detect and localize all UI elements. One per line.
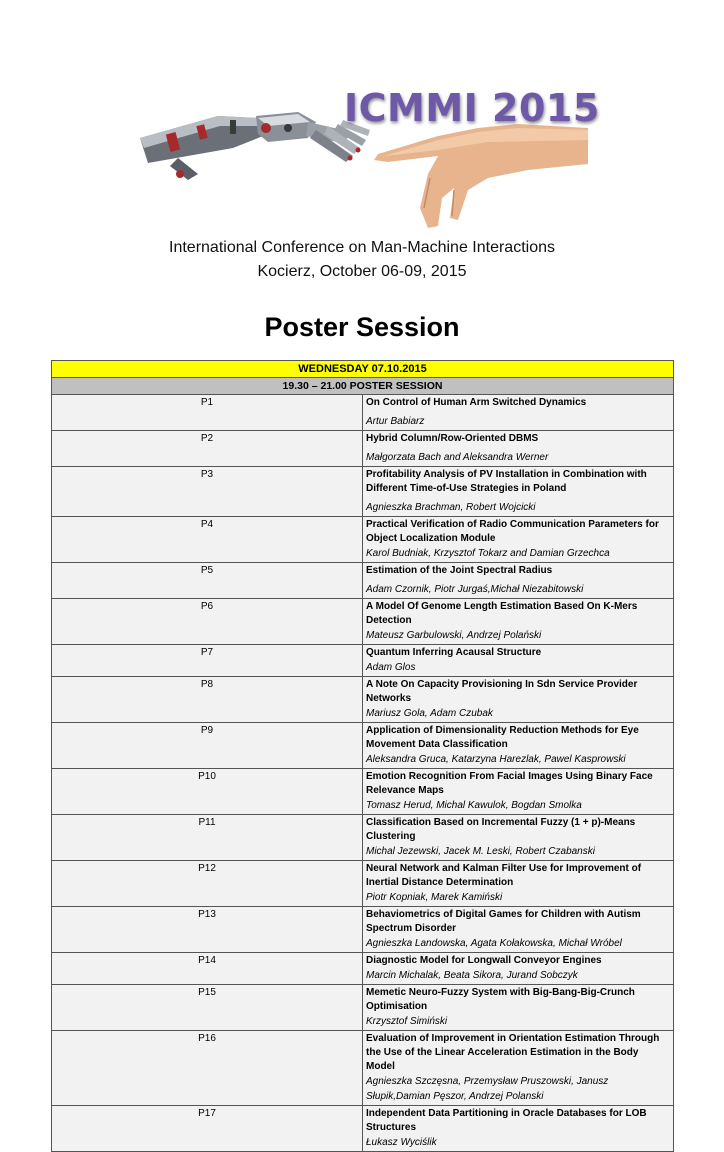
poster-title: Quantum Inferring Acausal Structure (366, 647, 542, 658)
poster-authors: Adam Glos (366, 662, 416, 673)
conference-logo-title: ICMMI 2015 (344, 86, 600, 130)
poster-authors: Krzysztof Simiński (366, 1016, 448, 1027)
poster-row (52, 431, 674, 467)
poster-row (52, 1106, 674, 1152)
poster-details (363, 1031, 674, 1106)
poster-details (363, 815, 674, 861)
poster-id: P4 (52, 517, 363, 563)
day-header-row (52, 361, 674, 378)
poster-details (363, 723, 674, 769)
day-header: WEDNESDAY 07.10.2015 (52, 361, 674, 378)
poster-title: Application of Dimensionality Reduction Methods for Eye Movement Data Classification (366, 725, 639, 750)
poster-row (52, 815, 674, 861)
poster-title: A Note On Capacity Provisioning In Sdn Service Provider Networks (366, 679, 638, 704)
poster-authors: Artur Babiarz (366, 416, 425, 427)
poster-title: Evaluation of Improvement in Orientation Estimation Through the Use of the Linear Acceleration Estimation in the Body Model (366, 1033, 660, 1072)
poster-authors: Łukasz Wyciślik (366, 1137, 437, 1148)
poster-id: P10 (52, 769, 363, 815)
poster-id: P7 (52, 645, 363, 677)
poster-details (363, 599, 674, 645)
poster-authors: Agnieszka Brachman, Robert Wojcicki (366, 502, 536, 513)
poster-row (52, 723, 674, 769)
poster-schedule-table (51, 360, 674, 1152)
conference-name: International Conference on Man-Machine Interactions (169, 239, 555, 256)
poster-authors: Agnieszka Szczęsna, Przemysław Pruszowski, Janusz Słupik,Damian Pęszor, Andrzej Polanski (366, 1076, 609, 1102)
poster-id: P2 (52, 431, 363, 467)
poster-title: Memetic Neuro-Fuzzy System with Big-Bang-Big-Crunch Optimisation (366, 987, 635, 1012)
poster-id: P17 (52, 1106, 363, 1152)
poster-details (363, 467, 674, 517)
poster-id: P14 (52, 953, 363, 985)
session-header: 19.30 – 21.00 POSTER SESSION (52, 378, 674, 395)
poster-authors: Karol Budniak, Krzysztof Tokarz and Damian Grzechca (366, 548, 610, 559)
poster-details (363, 953, 674, 985)
poster-id: P6 (52, 599, 363, 645)
poster-title: Behaviometrics of Digital Games for Children with Autism Spectrum Disorder (366, 909, 641, 934)
poster-row (52, 861, 674, 907)
poster-title: On Control of Human Arm Switched Dynamics (366, 397, 587, 408)
poster-id: P8 (52, 677, 363, 723)
conference-location-dates: Kocierz, October 06-09, 2015 (257, 263, 467, 280)
poster-details (363, 645, 674, 677)
poster-details (363, 861, 674, 907)
poster-authors: Agnieszka Landowska, Agata Kołakowska, Michał Wróbel (366, 938, 622, 949)
poster-id: P9 (52, 723, 363, 769)
poster-title: Diagnostic Model for Longwall Conveyor Engines (366, 955, 602, 966)
poster-details (363, 431, 674, 467)
poster-id: P15 (52, 985, 363, 1031)
poster-title: Classification Based on Incremental Fuzzy (1 + p)-Means Clustering (366, 817, 636, 842)
poster-title: Hybrid Column/Row-Oriented DBMS (366, 433, 539, 444)
poster-details (363, 517, 674, 563)
poster-row (52, 677, 674, 723)
poster-row (52, 563, 674, 599)
poster-details (363, 1106, 674, 1152)
poster-id: P16 (52, 1031, 363, 1106)
poster-row (52, 645, 674, 677)
human-hand-icon (374, 124, 588, 228)
poster-row (52, 467, 674, 517)
poster-details (363, 395, 674, 431)
poster-authors: Mariusz Gola, Adam Czubak (366, 708, 493, 719)
poster-id: P5 (52, 563, 363, 599)
poster-details (363, 563, 674, 599)
poster-details (363, 907, 674, 953)
session-header-row (52, 378, 674, 395)
poster-title: Estimation of the Joint Spectral Radius (366, 565, 553, 576)
poster-details (363, 769, 674, 815)
poster-title: Profitability Analysis of PV Installation in Combination with Different Time-of-Use Strategies in Poland (366, 469, 647, 494)
poster-id: P11 (52, 815, 363, 861)
poster-row (52, 1031, 674, 1106)
poster-id: P3 (52, 467, 363, 517)
poster-id: P13 (52, 907, 363, 953)
poster-authors: Aleksandra Gruca, Katarzyna Harezlak, Pawel Kasprowski (366, 754, 626, 765)
poster-row (52, 907, 674, 953)
robot-arm-icon (140, 112, 370, 180)
poster-id: P12 (52, 861, 363, 907)
poster-title: Neural Network and Kalman Filter Use for Improvement of Inertial Distance Determination (366, 863, 642, 888)
poster-id: P1 (52, 395, 363, 431)
poster-authors: Małgorzata Bach and Aleksandra Werner (366, 452, 549, 463)
poster-row (52, 769, 674, 815)
poster-row (52, 517, 674, 563)
poster-authors: Tomasz Herud, Michal Kawulok, Bogdan Smolka (366, 800, 582, 811)
poster-authors: Piotr Kopniak, Marek Kamiński (366, 892, 503, 903)
poster-row (52, 953, 674, 985)
poster-row (52, 599, 674, 645)
page-title: Poster Session (264, 312, 460, 342)
poster-title: Independent Data Partitioning in Oracle Databases for LOB Structures (366, 1108, 647, 1133)
poster-details (363, 677, 674, 723)
poster-row (52, 395, 674, 431)
poster-authors: Adam Czornik, Piotr Jurgaś,Michał Niezabitowski (366, 584, 584, 595)
poster-authors: Mateusz Garbulowski, Andrzej Polański (366, 630, 542, 641)
poster-title: A Model Of Genome Length Estimation Based On K-Mers Detection (366, 601, 638, 626)
poster-title: Emotion Recognition From Facial Images Using Binary Face Relevance Maps (366, 771, 653, 796)
poster-authors: Marcin Michalak, Beata Sikora, Jurand Sobczyk (366, 970, 578, 981)
poster-authors: Michal Jezewski, Jacek M. Leski, Robert Czabanski (366, 846, 595, 857)
poster-title: Practical Verification of Radio Communication Parameters for Object Localization Module (366, 519, 659, 544)
